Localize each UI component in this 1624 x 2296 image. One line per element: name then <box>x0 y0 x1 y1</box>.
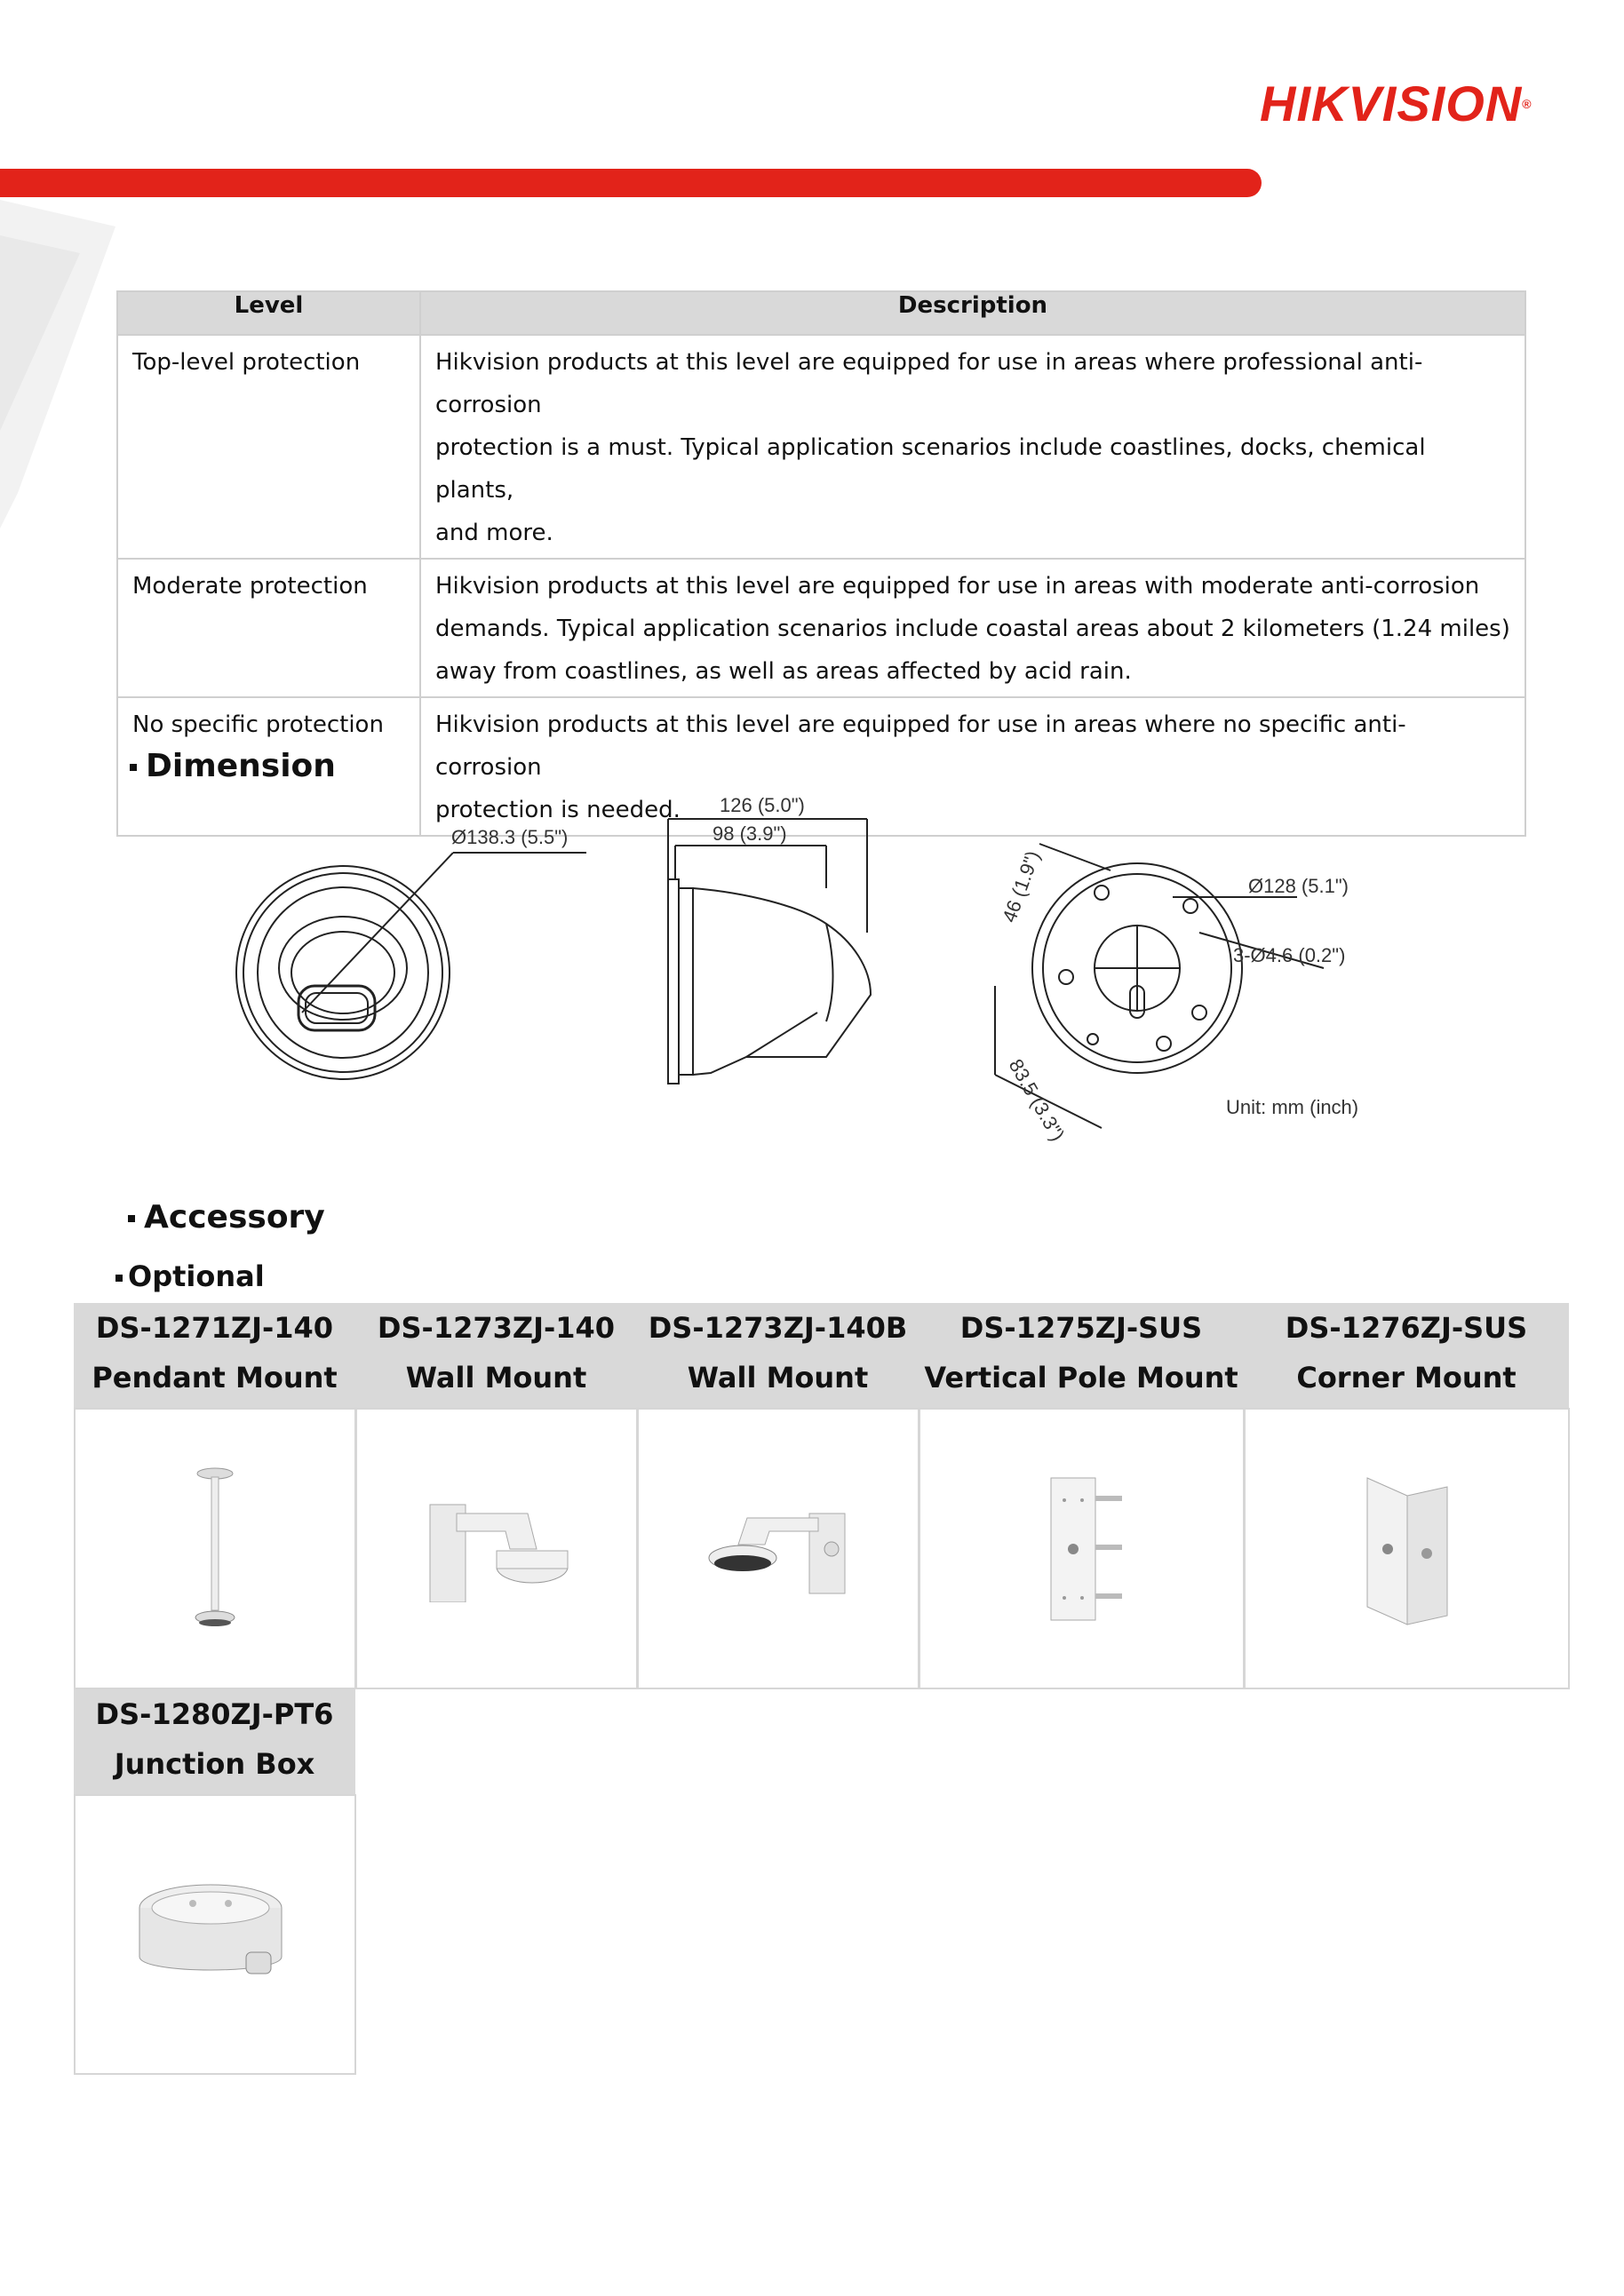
accessory-model: DS-1280ZJ-PT6 <box>95 1697 334 1731</box>
wall-mount-b-image <box>637 1408 919 1689</box>
front-view-drawing <box>236 853 586 1079</box>
side-depth-label: 98 (3.9") <box>712 822 787 845</box>
wall-mount-black-dome-icon <box>703 1496 854 1602</box>
corner-mount-icon <box>1354 1469 1461 1629</box>
accessory-header <box>919 1303 1244 1408</box>
accessory-name: Wall Mount <box>687 1361 869 1394</box>
accessory-name: Vertical Pole Mount <box>924 1361 1238 1394</box>
dimension-heading: Dimension <box>130 748 336 784</box>
description-column-header: Description <box>420 291 1525 335</box>
accessory-model: DS-1273ZJ-140B <box>648 1311 908 1345</box>
description-line: Hikvision products at this level are equipped for use in areas with moderate anti-corrosion <box>435 573 1480 600</box>
accessory-header <box>355 1303 637 1408</box>
accessory-name: Junction Box <box>114 1747 315 1781</box>
header-red-bar <box>0 169 1262 197</box>
optional-heading: Optional <box>115 1259 265 1293</box>
description-line: demands. Typical application scenarios include coastal areas about 2 kilometers (1.24 miles) <box>435 616 1510 642</box>
hikvision-logo: HIKVISION® <box>1260 75 1532 131</box>
side-view-drawing <box>668 819 871 1084</box>
table-header-row <box>117 291 1525 335</box>
accessory-name: Wall Mount <box>405 1361 587 1394</box>
accessory-heading: Accessory <box>128 1199 325 1235</box>
unit-label: Unit: mm (inch) <box>1226 1096 1359 1118</box>
description-line: protection is needed. <box>435 797 681 823</box>
table-row <box>117 559 1525 697</box>
pole-mount-image <box>919 1408 1245 1689</box>
corner-mount-image <box>1244 1408 1570 1689</box>
accessory-model: DS-1273ZJ-140 <box>377 1311 616 1345</box>
description-line: protection is a must. Typical application scenarios include coastlines, docks, chemical plants, <box>435 434 1426 504</box>
accessory-name: Pendant Mount <box>92 1361 338 1394</box>
level-column-header: Level <box>117 291 420 335</box>
description-line: away from coastlines, as well as areas affected by acid rain. <box>435 658 1132 685</box>
accessory-header <box>1244 1303 1569 1408</box>
table-row <box>117 335 1525 559</box>
bullet-square-icon <box>130 764 137 771</box>
wall-mount-icon <box>421 1496 572 1602</box>
bullet-square-icon <box>115 1275 123 1282</box>
junction-box-image <box>74 1794 356 2075</box>
side-length-label: 126 (5.0") <box>720 794 805 816</box>
accessory-model: DS-1275ZJ-SUS <box>959 1311 1203 1345</box>
pendant-mount-image <box>74 1408 356 1689</box>
hole-spacing-label: 83.5 (3.3") <box>1004 1055 1070 1145</box>
level-cell: Top-level protection <box>117 335 420 559</box>
wall-mount-image <box>355 1408 638 1689</box>
level-cell: Moderate protection <box>117 559 420 697</box>
description-cell <box>420 335 1525 559</box>
accessory-header <box>74 1303 355 1408</box>
holes-label: 3-Ø4.6 (0.2") <box>1233 944 1346 966</box>
description-cell <box>420 559 1525 697</box>
pole-mount-icon <box>1033 1474 1131 1625</box>
decorative-shard-graphic <box>0 200 124 528</box>
accessory-model: DS-1271ZJ-140 <box>95 1311 334 1345</box>
front-diameter-label: Ø138.3 (5.5") <box>451 826 569 848</box>
accessory-model: DS-1276ZJ-SUS <box>1285 1311 1528 1345</box>
level-cell: No specific protection <box>117 697 420 836</box>
bullet-square-icon <box>128 1215 135 1222</box>
accessory-name: Corner Mount <box>1296 1361 1517 1394</box>
base-diameter-label: Ø128 (5.1") <box>1248 875 1349 897</box>
description-line: Hikvision products at this level are equipped for use in areas where no specific anti-corrosion <box>435 711 1406 781</box>
description-line: and more. <box>435 520 553 546</box>
accessory-header <box>637 1303 919 1408</box>
dimension-drawing <box>213 790 1439 1146</box>
base-height-label: 46 (1.9") <box>998 847 1045 926</box>
pendant-mount-icon <box>184 1465 246 1633</box>
accessory-header <box>74 1689 355 1794</box>
description-line: Hikvision products at this level are equipped for use in areas where professional anti-corrosion <box>435 349 1423 418</box>
junction-box-icon <box>131 1868 299 2001</box>
